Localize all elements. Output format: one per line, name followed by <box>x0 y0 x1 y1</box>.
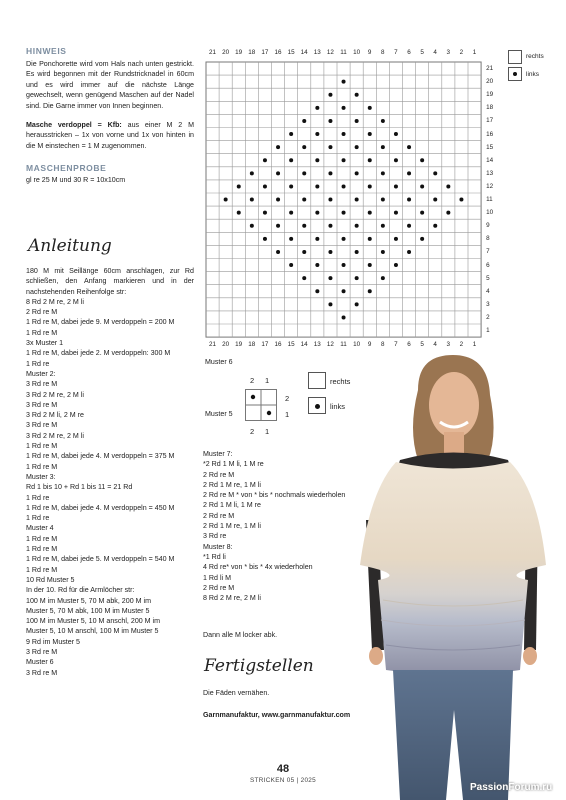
anleitung-line: In der 10. Rd für die Armlöcher str: <box>26 586 135 595</box>
chart-col-number: 9 <box>367 341 372 349</box>
chart-dot <box>302 145 306 149</box>
chart-row-number: 15 <box>486 143 494 151</box>
chart-dot <box>420 184 424 188</box>
muster5-label: Muster 5 <box>205 410 233 418</box>
chart-dot <box>328 119 332 123</box>
chart-col-number: 15 <box>287 341 295 349</box>
chart-dot <box>328 198 332 202</box>
chart-dot <box>224 198 228 202</box>
chart-dot <box>328 224 332 228</box>
chart-dot <box>276 250 280 254</box>
muster7-line: 2 Rd 1 M li, 1 M re <box>203 501 261 510</box>
chart-dot <box>342 158 346 162</box>
muster5-legend-links: links <box>330 402 346 411</box>
chart-dot <box>420 211 424 215</box>
chart-dot <box>315 211 319 215</box>
chart-dot <box>394 211 398 215</box>
anleitung-line: Muster 2: <box>26 369 56 378</box>
chart-dot <box>381 171 385 175</box>
chart-dot <box>355 302 359 306</box>
chart-dot <box>276 224 280 228</box>
chart-col-number: 3 <box>446 49 451 56</box>
muster7-section <box>203 449 345 603</box>
chart-col-number: 18 <box>248 49 256 56</box>
chart-row-number: 14 <box>486 156 494 164</box>
legend-rechts-label: rechts <box>526 53 544 60</box>
chart-dot <box>394 237 398 241</box>
chart-dot <box>328 302 332 306</box>
chart-dot <box>289 158 293 162</box>
hinweis-text: Die Ponchorette wird vom Hals nach unten gestrickt. Es wird begonnen mit der Rundstricknadel in 60cm und es wird immer auf die nächste Länge gewechselt, wenn genügend Maschen auf der Nadel sind. Die Garne immer von Innen beginnen. <box>26 60 194 110</box>
anleitung-intro: 180 M mit Seillänge 60cm anschlagen, zur Rd schließen, den Anfang markieren und in der nachstehenden Reihenfolge str: <box>26 267 194 296</box>
chart-dot <box>276 198 280 202</box>
chart-dot <box>355 119 359 123</box>
chart-dot <box>342 263 346 267</box>
muster5-legend-dot-icon <box>315 404 320 409</box>
muster7-line: 8 Rd 2 M re, 2 M li <box>203 594 261 603</box>
chart-col-number: 1 <box>472 341 477 349</box>
chart-dot <box>302 224 306 228</box>
chart-dot <box>368 211 372 215</box>
chart-row-number: 16 <box>486 130 494 138</box>
chart-dot <box>368 237 372 241</box>
chart-row-number: 19 <box>486 91 494 99</box>
chart-dot <box>433 224 437 228</box>
muster5-row1: 1 <box>285 410 290 419</box>
anleitung-line: 3 Rd re M <box>26 421 58 430</box>
chart-dot <box>433 198 437 202</box>
chart-dot <box>342 211 346 215</box>
chart-col-number: 11 <box>340 341 347 349</box>
chart-dot <box>237 211 241 215</box>
muster5-grid <box>245 389 277 421</box>
anleitung-line: 1 Rd re <box>26 359 50 368</box>
chart-dot <box>407 224 411 228</box>
chart-dot <box>381 250 385 254</box>
chart-row-number: 9 <box>486 222 490 230</box>
chart-dot <box>302 119 306 123</box>
chart-dot <box>355 198 359 202</box>
chart-row-number: 7 <box>486 248 490 256</box>
chart-dot <box>355 171 359 175</box>
anleitung-line: 1 Rd re M, dabei jede 5. M verdoppeln = 540 M <box>26 555 175 564</box>
chart-dot <box>394 263 398 267</box>
chart-col-number: 13 <box>313 341 321 349</box>
chart-dot <box>263 184 267 188</box>
muster5-legend-rechts: rechts <box>330 377 351 386</box>
muster-chart <box>205 48 500 358</box>
chart-dot <box>407 145 411 149</box>
muster5-dot-a <box>251 395 255 399</box>
muster7-line: 2 Rd re M <box>203 470 235 479</box>
chart-col-number: 19 <box>235 49 243 56</box>
chart-dot <box>355 250 359 254</box>
legend-links-box <box>508 67 522 81</box>
chart-row-number: 11 <box>486 196 493 203</box>
chart-col-number: 21 <box>208 49 216 56</box>
chart-dot <box>342 289 346 293</box>
chart-col-number: 17 <box>261 49 269 56</box>
anleitung-section <box>26 266 194 678</box>
anleitung-line: 1 Rd re M <box>26 545 58 554</box>
anleitung-line: 1 Rd re M <box>26 328 58 337</box>
kfb-desc: aus einer M 2 M herausstricken – 1x von vorne und 1x von hinten in die M einstechen = 1 M zugenommen. <box>26 121 194 150</box>
chart-dot <box>250 171 254 175</box>
chart-dot <box>420 158 424 162</box>
chart-dot <box>328 171 332 175</box>
muster5-col1-bottom: 1 <box>265 427 270 436</box>
hinweis-heading: HINWEIS <box>26 46 67 56</box>
chart-dot <box>302 198 306 202</box>
chart-dot <box>368 263 372 267</box>
muster7-line: 2 Rd re M <box>203 583 235 592</box>
chart-dot <box>315 237 319 241</box>
muster7-line: 1 Rd li M <box>203 573 231 582</box>
chart-col-number: 4 <box>433 49 437 56</box>
chart-row-number: 12 <box>486 182 494 190</box>
anleitung-line: 1 Rd re M <box>26 462 58 471</box>
chart-dot <box>289 237 293 241</box>
chart-dot <box>328 145 332 149</box>
muster7-line: Muster 7: <box>203 450 233 458</box>
chart-dot <box>250 198 254 202</box>
chart-col-number: 4 <box>433 341 437 349</box>
chart-dot <box>328 276 332 280</box>
chart-col-number: 6 <box>407 49 411 56</box>
chart-col-number: 12 <box>326 341 334 349</box>
chart-dot <box>315 106 319 110</box>
chart-dot <box>355 224 359 228</box>
chart-col-number: 5 <box>420 49 424 56</box>
chart-col-number: 21 <box>208 341 216 349</box>
anleitung-line: 1 Rd re <box>26 493 50 502</box>
chart-dot <box>394 158 398 162</box>
chart-col-number: 10 <box>353 341 361 349</box>
chart-dot <box>302 276 306 280</box>
anleitung-line: 1 Rd re M, dabei jede 2. M verdoppeln: 300 M <box>26 349 171 358</box>
chart-col-number: 10 <box>353 49 361 56</box>
chart-dot <box>368 132 372 136</box>
anleitung-line: Rd 1 bis 10 + Rd 1 bis 11 = 21 Rd <box>26 483 133 492</box>
chart-dot <box>328 93 332 97</box>
anleitung-line: 3 Rd 2 M re, 2 M li <box>26 431 84 440</box>
anleitung-line: 10 Rd Muster 5 <box>26 575 75 584</box>
anleitung-line: 2 Rd re M <box>26 308 58 317</box>
chart-dot <box>355 93 359 97</box>
chart-col-number: 12 <box>326 49 334 56</box>
chart-dot <box>263 158 267 162</box>
chart-col-number: 1 <box>472 49 477 56</box>
chart-dot <box>342 106 346 110</box>
chart-col-number: 20 <box>222 49 230 56</box>
muster5-col2: 2 <box>250 376 255 385</box>
chart-col-number: 17 <box>261 341 269 349</box>
chart-dot <box>446 211 450 215</box>
anleitung-line: 100 M im Muster 5, 70 M abk, 200 M im <box>26 596 151 605</box>
chart-dot <box>342 237 346 241</box>
anleitung-line: 3x Muster 1 <box>26 339 64 348</box>
chart-dot <box>315 263 319 267</box>
chart-col-number: 15 <box>287 49 295 56</box>
anleitung-line: Muster 5, 70 M abk, 100 M im Muster 5 <box>26 606 150 615</box>
chart-dot <box>368 106 372 110</box>
anleitung-line: Muster 3: <box>26 472 56 481</box>
chart-col-number: 8 <box>381 49 385 56</box>
muster7-line: 4 Rd re* von * bis * 4x wiederholen <box>203 563 313 572</box>
muster5-col1: 1 <box>265 376 270 385</box>
page-number: 48 <box>276 763 290 775</box>
chart-col-number: 11 <box>340 49 347 56</box>
chart-dot <box>407 198 411 202</box>
chart-dot <box>237 184 241 188</box>
muster5-dot-b <box>267 411 271 415</box>
chart-row-number: 17 <box>486 117 494 125</box>
kfb-text <box>26 120 194 151</box>
chart-dot <box>315 158 319 162</box>
anleitung-heading: Anleitung <box>28 236 112 256</box>
anleitung-steps <box>26 297 194 678</box>
chart-dot <box>302 171 306 175</box>
fertig-text: Die Fäden vernähen. <box>203 689 270 697</box>
chart-row-number: 13 <box>486 169 494 177</box>
chart-row-number: 2 <box>486 313 490 321</box>
muster7-line: *2 Rd 1 M li, 1 M re <box>203 460 264 469</box>
chart-col-number: 13 <box>313 49 321 56</box>
hinweis-section <box>26 46 194 186</box>
muster7-line: *1 Rd li <box>203 552 226 561</box>
chart-row-number: 5 <box>486 274 490 282</box>
chart-dot <box>420 237 424 241</box>
watermark: PassionForum.ru <box>470 782 553 793</box>
chart-dot <box>263 211 267 215</box>
chart-dot <box>315 184 319 188</box>
chart-dot <box>407 171 411 175</box>
chart-col-number: 14 <box>300 341 308 349</box>
anleitung-line: 1 Rd re M, dabei jede 4. M verdoppeln = 450 M <box>26 503 175 512</box>
anleitung-line: Muster 4 <box>26 524 54 533</box>
anleitung-line: 3 Rd re M <box>26 647 58 656</box>
chart-dot <box>302 250 306 254</box>
chart-dot <box>315 132 319 136</box>
chart-dot <box>368 289 372 293</box>
chart-dot <box>355 276 359 280</box>
chart-dot <box>381 276 385 280</box>
maschenprobe-text: gl re 25 M und 30 R = 10x10cm <box>26 176 126 185</box>
chart-dot <box>394 184 398 188</box>
chart-dot <box>276 145 280 149</box>
chart-row-number: 20 <box>486 78 494 86</box>
chart-dot <box>368 158 372 162</box>
chart-row-number: 3 <box>486 300 490 308</box>
anleitung-line: 9 Rd im Muster 5 <box>26 637 81 646</box>
chart-col-number: 19 <box>235 341 243 349</box>
anleitung-line: 8 Rd 2 M re, 2 M li <box>26 297 84 306</box>
chart-dot <box>263 237 267 241</box>
chart-row-number: 6 <box>486 261 490 269</box>
chart-dot <box>342 80 346 84</box>
fertig-heading: Fertigstellen <box>204 656 314 676</box>
chart-dot <box>276 171 280 175</box>
chart-row-number: 10 <box>486 209 494 217</box>
maschenprobe-heading: MASCHENPROBE <box>26 163 107 174</box>
anleitung-line: 1 Rd re M, dabei jede 4. M verdoppeln = 375 M <box>26 452 175 461</box>
muster5-legend-links-box <box>308 397 326 414</box>
anleitung-line: 3 Rd 2 M re, 2 M li <box>26 390 84 399</box>
chart-dot <box>289 211 293 215</box>
model-photo <box>348 350 558 800</box>
chart-col-number: 3 <box>446 341 451 349</box>
chart-dot <box>394 132 398 136</box>
chart-dot <box>381 145 385 149</box>
muster5-row2: 2 <box>285 394 290 403</box>
chart-dot <box>459 198 463 202</box>
chart-col-number: 20 <box>222 341 230 349</box>
anleitung-line: 1 Rd re M <box>26 442 58 451</box>
anleitung-line: 3 Rd re M <box>26 668 58 677</box>
chart-row-number: 21 <box>486 65 494 72</box>
legend-links-label: links <box>526 71 540 78</box>
anleitung-line: 1 Rd re M <box>26 534 58 543</box>
chart-dot <box>433 171 437 175</box>
anleitung-line: 1 Rd re M, dabei jede 9. M verdoppeln = 200 M <box>26 318 175 327</box>
chart-dot <box>250 224 254 228</box>
chart-col-number: 14 <box>300 49 308 56</box>
closing-text: Dann alle M locker abk. <box>203 631 278 639</box>
muster7-line: 2 Rd 1 M re, 1 M li <box>203 480 261 489</box>
chart-row-number: 4 <box>486 287 490 295</box>
chart-dot <box>381 198 385 202</box>
fertig-credit: Garnmanufaktur, www.garnmanufaktur.com <box>203 711 351 719</box>
muster7-line: 2 Rd 1 M re, 1 M li <box>203 522 261 531</box>
chart-dot <box>446 184 450 188</box>
chart-dot <box>342 315 346 319</box>
chart-col-number: 6 <box>407 341 411 349</box>
chart-dot <box>289 132 293 136</box>
chart-col-number: 16 <box>274 49 282 56</box>
chart-col-number: 7 <box>394 341 398 349</box>
magazine-issue: STRICKEN 05 | 2025 <box>249 777 317 784</box>
anleitung-line: 1 Rd re <box>26 514 50 523</box>
chart-col-number: 2 <box>459 49 464 56</box>
chart-dot <box>289 263 293 267</box>
chart-dot <box>328 250 332 254</box>
anleitung-line: 1 Rd re M <box>26 565 58 574</box>
legend-rechts-box <box>508 50 522 64</box>
chart-col-number: 18 <box>248 341 256 349</box>
chart-dot <box>368 184 372 188</box>
chart-dot <box>381 119 385 123</box>
chart-col-number: 9 <box>367 49 372 56</box>
chart-col-number: 2 <box>459 341 464 349</box>
anleitung-line: 3 Rd 2 M li, 2 M re <box>26 411 84 420</box>
muster6-label: Muster 6 <box>205 358 233 366</box>
anleitung-line: 3 Rd re M <box>26 380 58 389</box>
kfb-term: Masche verdoppel = Kfb: <box>26 121 122 130</box>
muster5-col2-bottom: 2 <box>250 427 255 436</box>
chart-col-number: 8 <box>381 341 385 349</box>
chart-row-number: 18 <box>486 104 494 112</box>
chart-row-number: 8 <box>486 235 490 243</box>
muster7-line: Muster 8: <box>203 542 233 551</box>
chart-dot <box>342 184 346 188</box>
anleitung-line: 100 M im Muster 5, 10 M anschl, 200 M im <box>26 617 161 626</box>
anleitung-line: 3 Rd re M <box>26 400 58 409</box>
muster7-line: 2 Rd re M <box>203 511 235 520</box>
anleitung-line: Muster 6 <box>26 658 54 667</box>
chart-col-number: 5 <box>420 341 424 349</box>
anleitung-line: Muster 5, 10 M anschl, 100 M im Muster 5 <box>26 627 159 636</box>
chart-dot <box>407 250 411 254</box>
chart-dot <box>342 132 346 136</box>
chart-dot <box>381 224 385 228</box>
legend-dot-icon <box>513 72 517 76</box>
chart-dot <box>315 289 319 293</box>
muster5-legend-rechts-box <box>308 372 326 389</box>
chart-grid <box>205 48 500 358</box>
muster7-line: 2 Rd re M * von * bis * nochmals wiederholen <box>203 491 346 500</box>
muster7-line: 3 Rd re <box>203 532 227 541</box>
chart-dot <box>355 145 359 149</box>
chart-col-number: 7 <box>394 49 398 56</box>
chart-dot <box>289 184 293 188</box>
chart-row-number: 1 <box>486 327 490 334</box>
chart-col-number: 16 <box>274 341 282 349</box>
